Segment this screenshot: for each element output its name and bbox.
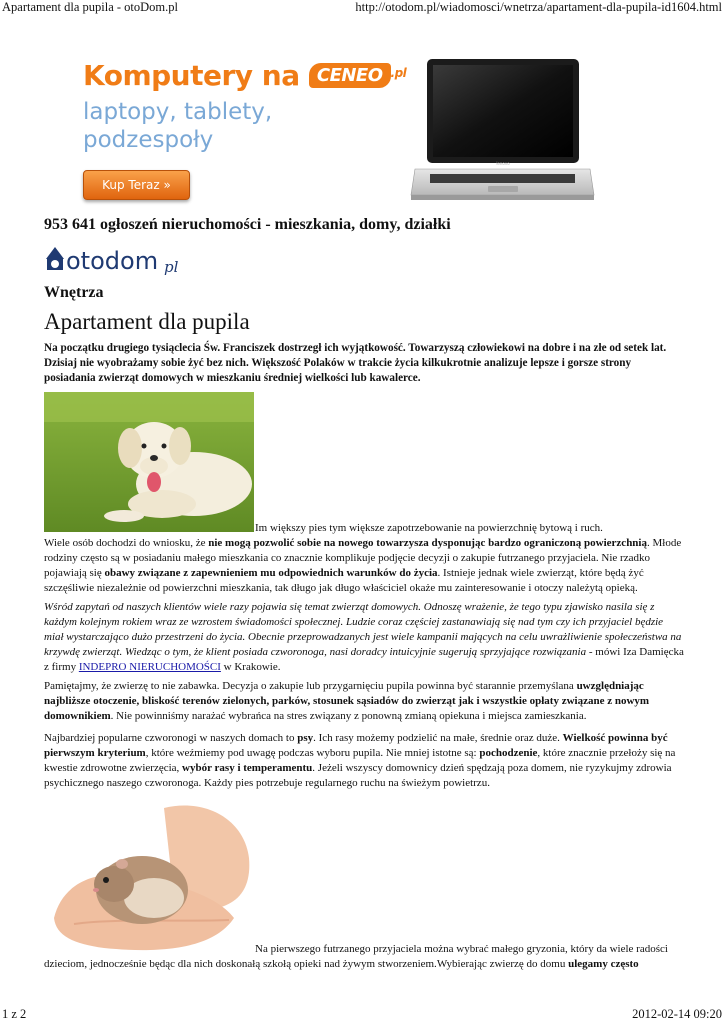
ceneo-logo: CENEO (309, 63, 391, 88)
buy-now-button[interactable]: Kup Teraz » (83, 170, 190, 200)
paragraph-1: Wiele osób dochodzi do wniosku, że nie mogą pozwolić sobie na nowego towarzysza dysponując bardzo ograniczoną powierzchnią. Młode rodziny często są w posiadaniu małego mieszkania co znacznie komplikuje podjęcie decyzji o zakupie futrzanego przyjaciela. Nie rzadko pojawiają się obawy związane z zapewnieniem mu odpowiednich warunków do życia. Istnieje jednak wiele zwierząt, które będą żyć szczęśliwie niezależnie od powierzchni mieszkania, tak długo jak długo właściciel okaże mu zainteresowanie i otoczy należytą opieką. (44, 537, 682, 594)
listing-count-heading: 953 641 ogłoszeń nieruchomości - mieszkania, domy, działki (44, 216, 451, 233)
ceneo-banner-ad[interactable] (83, 55, 613, 215)
page-number: 1 z 2 (2, 1007, 27, 1021)
indepro-link[interactable]: INDEPRO NIERUCHOMOŚCI (78, 661, 221, 673)
laptop-brand-label: lenovo (496, 161, 510, 166)
print-header-url: http://otodom.pl/wiadomosci/wnetrza/apartament-dla-pupila-id1604.html (355, 0, 722, 14)
article-lead: Na początku drugiego tysiąclecia Św. Franciszek dostrzegł ich wyjątkowość. Towarzyszą człowiekowi na dobre i na złe od setek lat. Dzisiaj nie wyobrażamy sobie żyć bez nich. Większość Polaków w trakcie życia kilkukrotnie analizuje lepsze i gorsze strony posiadania zwierząt domowych w mieszkaniu średniej wielkości lub kawalerce. (44, 342, 667, 384)
print-timestamp: 2012-02-14 09:20 (632, 1007, 722, 1021)
otodom-logo[interactable] (44, 241, 184, 275)
svg-text:pl: pl (164, 258, 179, 275)
hamster-in-hands-photo (44, 798, 254, 954)
ad-subline: laptopy, tablety, podzespoły (83, 99, 273, 153)
golden-retriever-photo (44, 392, 254, 532)
laptop-image (410, 57, 595, 207)
paragraph-5: dzieciom, jednocześnie będąc dla nich doskonałą szkołą opieki nad żywym stworzeniem.Wybierając zwierzę do domu ulegamy często (44, 958, 639, 970)
paragraph-3: Pamiętajmy, że zwierzę to nie zabawka. Decyzja o zakupie lub przygarnięciu pupila powinna być starannie przemyślana uwzględniając najbliższe otoczenie, bliskość terenów zielonych, parków, stosunek sąsiadów do zwierząt jak i wszystkie opłaty związane z nowym domownikiem. Nie powinniśmy narażać wybrańca na stres związany z ponowną zmianą opiekuna i miejsca zamieszkania. (44, 680, 650, 722)
otodom-logo-graphic (44, 241, 184, 275)
svg-text:otodom: otodom (66, 247, 159, 275)
paragraph-2-quote: Wśród zapytań od naszych klientów wiele razy pojawia się temat zwierząt domowych. Odnoszę wrażenie, że tego typu zjawisko nasila się z każdym kolejnym rokiem wraz ze wzrostem świadomości społecznej. Ludzie coraz częściej zastanawiają się nad tym czy ich przyjaciel będzie miał wystarczająco dużo przestrzeni do życia. Obecnie przeprowadzanych jest wiele kampanii mających na celu uwrażliwienie społeczeństwa na krzywdę zwierząt. Wiedząc o tym, że klient posiada czworonoga, nasi doradcy intuicyjnie sugerują sprzyjające rozwiązania - mówi Iza Damięcka z firmy INDEPRO NIERUCHOMOŚCI w Krakowie. (44, 601, 684, 673)
article-title: Apartament dla pupila (44, 309, 250, 334)
paragraph-5-float: Na pierwszego futrzanego przyjaciela można wybrać małego gryzonia, który da wiele radości (255, 943, 668, 955)
print-header-title: Apartament dla pupila - otoDom.pl (2, 0, 179, 14)
section-label: Wnętrza (44, 284, 104, 301)
paragraph-1-float: Im większy pies tym większe zapotrzebowanie na powierzchnię bytową i ruch. (255, 522, 603, 534)
ad-headline: Komputery na CENEO $^{.pl}$ (83, 59, 407, 92)
paragraph-4: Najbardziej popularne czworonogi w naszych domach to psy. Ich rasy możemy podzielić na małe, średnie oraz duże. Wielkość powinna być pierwszym kryterium, które weźmiemy pod uwagę podczas wyboru pupila. Nie mniej istotne są: pochodzenie, które znacznie przełoży się na kwestie zdrowotne zwierzęcia, wybór rasy i temperamentu. Jeżeli wszyscy domownicy dzień spędzają poza domem, nie ryzykujmy zdrowia psychicznego naszego czworonoga. Każdy pies potrzebuje regularnego ruchu na świeżym powietrzu. (44, 732, 676, 789)
